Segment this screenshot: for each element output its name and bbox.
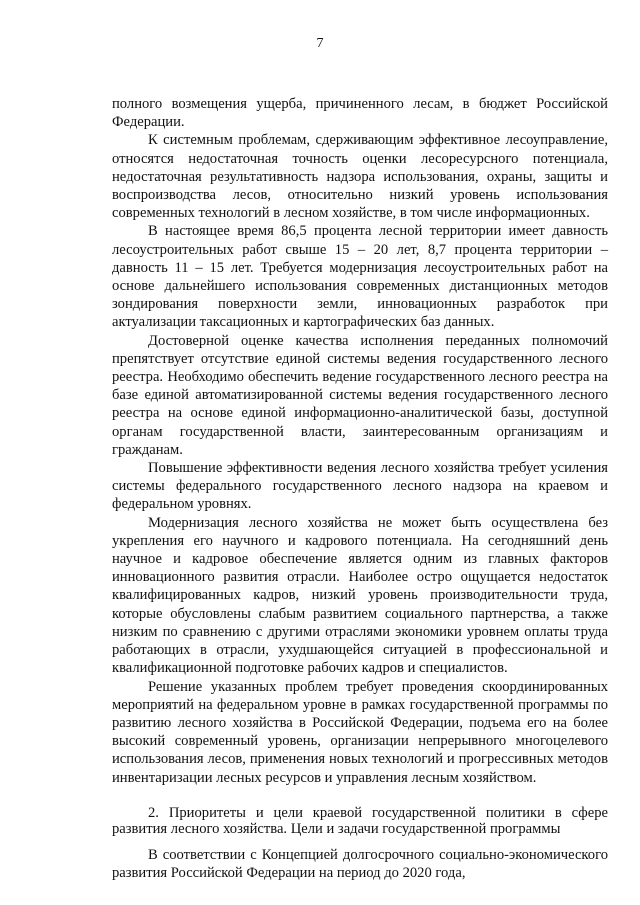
- paragraph-8: В соответствии с Концепцией долгосрочного социально-экономического развития Российской Федерации на период до 2020 года,: [112, 846, 608, 882]
- heading-spacer: [112, 838, 608, 846]
- paragraph-7: Решение указанных проблем требует проведения скоординированных мероприятий на федеральном уровне в рамках государственной программы по развитию лесного хозяйства в Российской Федерации, подъема его на более высокий современный уровень, организации непрерывного многоцелевого использования лесов, применения новых технологий и прогрессивных методов инвентаризации лесных ресурсов и управления лесным хозяйством.: [112, 678, 608, 786]
- paragraph-5: Повышение эффективности ведения лесного хозяйства требует усиления системы федерального государственного лесного надзора на краевом и федеральном уровнях.: [112, 460, 608, 513]
- paragraph-2: К системным проблемам, сдерживающим эффективное лесоуправление, относятся недостаточная точность оценки лесоресурсного потенциала, недостаточная результативность надзора использования, охраны, защиты и воспроизводства лесов, относительно низкий уровень использования современных технологий в лесном хозяйстве, в том числе информационных.: [112, 132, 608, 222]
- paragraph-1: полного возмещения ущерба, причиненного лесам, в бюджет Российской Федерации.: [112, 96, 608, 131]
- paragraph-4: Достоверной оценке качества исполнения переданных полномочий препятствует отсутствие единой системы ведения государственного лесного реестра. Необходимо обеспечить ведение государственного лесного реестра на базе единой автоматизированной системы ведения государственного лесного реестра на основе единой информационно-аналитической базы, доступной органам государственной власти, заинтересованным организациям и гражданам.: [112, 332, 608, 458]
- section-heading: 2. Приоритеты и цели краевой государственной политики в сфере развития лесного хозяйства. Цели и задачи государственной программы: [112, 804, 608, 838]
- section-spacer: [112, 787, 608, 805]
- document-body: [112, 95, 608, 882]
- paragraph-6: Модернизация лесного хозяйства не может быть осуществлена без укрепления его научного и кадрового потенциала. На сегодняшний день научное и кадровое обеспечение является одним из главных факторов инновационного развития отрасли. Наиболее остро ощущается недостаток квалифицированных кадров, низкий уровень производительности труда, которые обусловлены слабым развитием социального партнерства, а также низким по сравнению с другими отраслями экономики уровнем оплаты труда работающих в отрасли, ухудшающейся ситуацией в профессиональной и квалификационной подготовке рабочих кадров и специалистов.: [112, 514, 608, 677]
- page-number: 7: [316, 36, 324, 51]
- paragraph-3: В настоящее время 86,5 процента лесной территории имеет давность лесоустроительных работ свыше 15 – 20 лет, 8,7 процента территории – давность 11 – 15 лет. Требуется модернизация лесоустроительных работ на основе дальнейшего использования современных дистанционных методов зондирования поверхности земли, инновационных разработок при актуализации таксационных и картографических баз данных.: [112, 223, 608, 331]
